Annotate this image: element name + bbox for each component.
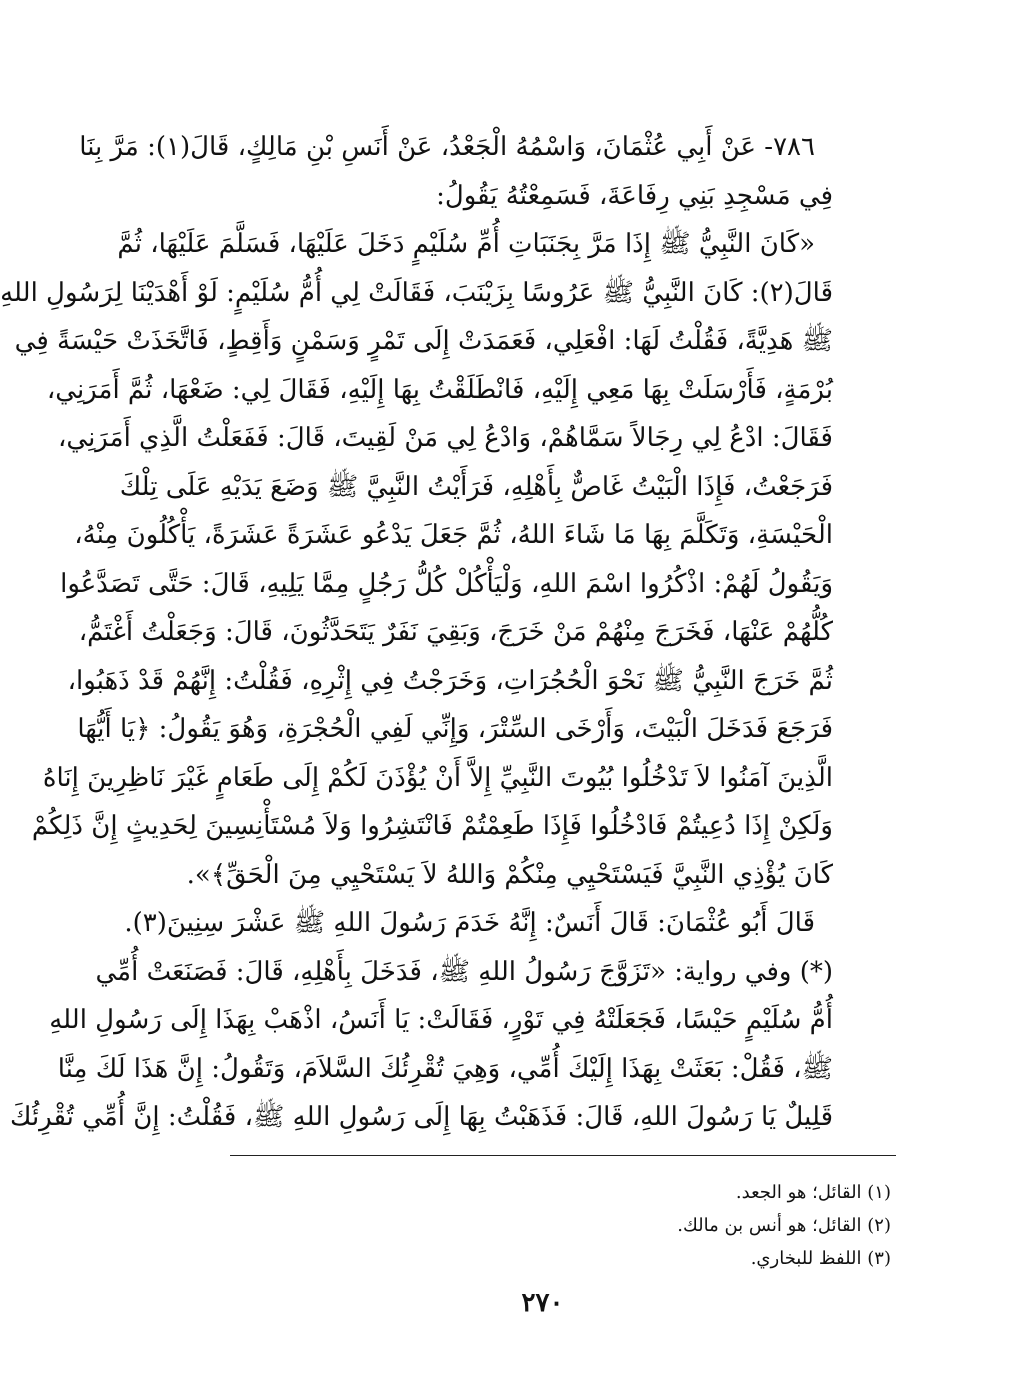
- footnote-1: (١) القائل؛ هو الجعد.: [735, 1182, 891, 1203]
- text-line: كُلُّهُمْ عَنْهَا، فَخَرَجَ مِنْهُمْ مَنْ خَرَجَ، وَبَقِيَ نَفَرٌ يَتَحَدَّثُونَ، قَالَ: وَجَعَلْتُ أَغْتَمُّ،: [78, 617, 833, 647]
- text-line: ثُمَّ خَرَجَ النَّبِيُّ ﷺ نَحْوَ الْحُجُرَاتِ، وَخَرَجْتُ فِي إِثْرِهِ، فَقُلْتُ: إِنَّهُمْ قَدْ ذَهَبُوا،: [67, 665, 833, 696]
- footnotes: [677, 1176, 891, 1275]
- text-line: بُرْمَةٍ، فَأَرْسَلَتْ بِهَا مَعِي إِلَيْهِ، فَانْطَلَقْتُ بِهَا إِلَيْهِ، فَقَالَ لِي: ضَعْهَا، ثُمَّ أَمَرَنِي،: [46, 374, 833, 405]
- text-line: قَالَ(٢): كَانَ النَّبِيُّ ﷺ عَرُوسًا بِزَيْنَبَ، فَقَالَتْ لِي أُمُّ سُلَيْمٍ: لَوْ أَهْدَيْنَا لِرَسُولِ اللهِ: [0, 277, 833, 308]
- text-line: «كَانَ النَّبِيُّ ﷺ إِذَا مَرَّ بِجَنَبَاتِ أُمِّ سُلَيْمٍ دَخَلَ عَلَيْهَا، فَسَلَّمَ عَلَيْهَا، ثُمَّ: [117, 229, 815, 259]
- text-line: ٧٨٦- عَنْ أَبِي عُثْمَانَ، وَاسْمُهُ الْجَعْدُ، عَنْ أَنَسِ بْنِ مَالِكٍ، قَالَ(١): مَرَّ بِنَا: [79, 132, 815, 162]
- text-line: ﷺ هَدِيَّةً، فَقُلْتُ لَهَا: افْعَلِي، فَعَمَدَتْ إِلَى تَمْرٍ وَسَمْنٍ وَأَقِطٍ، فَاتَّخَذَتْ حَيْسَةً فِي: [14, 326, 833, 356]
- hadith-text-block: [0, 123, 833, 1142]
- text-line: أُمُّ سُلَيْمٍ حَيْسًا، فَجَعَلَتْهُ فِي تَوْرٍ، فَقَالَتْ: يَا أَنَسُ، اذْهَبْ بِهَذَا إِلَى رَسُولِ اللهِ: [49, 1005, 833, 1035]
- text-line: وَلَكِنْ إِذَا دُعِيتُمْ فَادْخُلُوا فَإِذَا طَعِمْتُمْ فَانْتَشِرُوا وَلاَ مُسْتَأْنِسِينَ لِحَدِيثٍ إِنَّ ذَلِكُمْ: [31, 811, 833, 841]
- text-line: قَلِيلٌ يَا رَسُولَ اللهِ، قَالَ: فَذَهَبْتُ بِهَا إِلَى رَسُولِ اللهِ ﷺ، فَقُلْتُ: إِنَّ أُمِّي تُقْرِئُكَ: [10, 1102, 833, 1132]
- text-line: فِي مَسْجِدِ بَنِي رِفَاعَةَ، فَسَمِعْتُهُ يَقُولُ:: [436, 180, 833, 211]
- footnote-2: (٢) القائل؛ هو أنس بن مالك.: [677, 1215, 891, 1236]
- text-line: (*) وفي رواية: «تَزَوَّجَ رَسُولُ اللهِ ﷺ، فَدَخَلَ بِأَهْلِهِ، قَالَ: فَصَنَعَتْ أُمِّي: [95, 956, 833, 987]
- text-line: فَقَالَ: ادْعُ لِي رِجَالاً سَمَّاهُمْ، وَادْعُ لِي مَنْ لَقِيتَ، قَالَ: فَفَعَلْتُ الَّذِي أَمَرَنِي،: [58, 423, 833, 453]
- footnote-divider: [230, 1155, 896, 1156]
- text-line: كَانَ يُؤْذِي النَّبِيَّ فَيَسْتَحْيِي مِنْكُمْ وَاللهُ لاَ يَسْتَحْيِي مِنَ الْحَقِّ﴾».: [186, 859, 833, 890]
- text-line: وَيَقُولُ لَهُمْ: اذْكُرُوا اسْمَ اللهِ، وَلْيَأْكُلْ كُلُّ رَجُلٍ مِمَّا يَلِيهِ، قَالَ: حَتَّى تَصَدَّعُوا: [60, 568, 833, 599]
- text-line: فَرَجَعْتُ، فَإِذَا الْبَيْتُ غَاصٌّ بِأَهْلِهِ، فَرَأَيْتُ النَّبِيَّ ﷺ وَضَعَ يَدَيْهِ عَلَى تِلْكَ: [119, 471, 833, 502]
- text-line: الَّذِينَ آمَنُوا لاَ تَدْخُلُوا بُيُوتَ النَّبِيِّ إِلاَّ أَنْ يُؤْذَنَ لَكُمْ إِلَى طَعَامٍ غَيْرَ نَاظِرِينَ إِنَاهُ: [42, 762, 833, 793]
- text-line: ﷺ، فَقُلْ: بَعَثَتْ بِهَذَا إِلَيْكَ أُمِّي، وَهِيَ تُقْرِئُكَ السَّلاَمَ، وَتَقُولُ: إِنَّ هَذَا لَكَ مِنَّا: [57, 1053, 833, 1084]
- text-line: فَرَجَعَ فَدَخَلَ الْبَيْتَ، وَأَرْخَى السِّتْرَ، وَإِنِّي لَفِي الْحُجْرَةِ، وَهُوَ يَقُولُ: ﴿يَا أَيُّهَا: [77, 714, 833, 744]
- page-number: ٢٧٠: [521, 1288, 564, 1318]
- text-line: الْحَيْسَةِ، وَتَكَلَّمَ بِهَا مَا شَاءَ اللهُ، ثُمَّ جَعَلَ يَدْعُو عَشَرَةً عَشَرَةً، يَأْكُلُونَ مِنْهُ،: [74, 520, 833, 550]
- text-line: قَالَ أَبُو عُثْمَانَ: قَالَ أَنَسٌ: إِنَّهُ خَدَمَ رَسُولَ اللهِ ﷺ عَشْرَ سِنِينَ(٣).: [124, 908, 815, 938]
- footnote-3: (٣) اللفظ للبخاري.: [750, 1248, 891, 1269]
